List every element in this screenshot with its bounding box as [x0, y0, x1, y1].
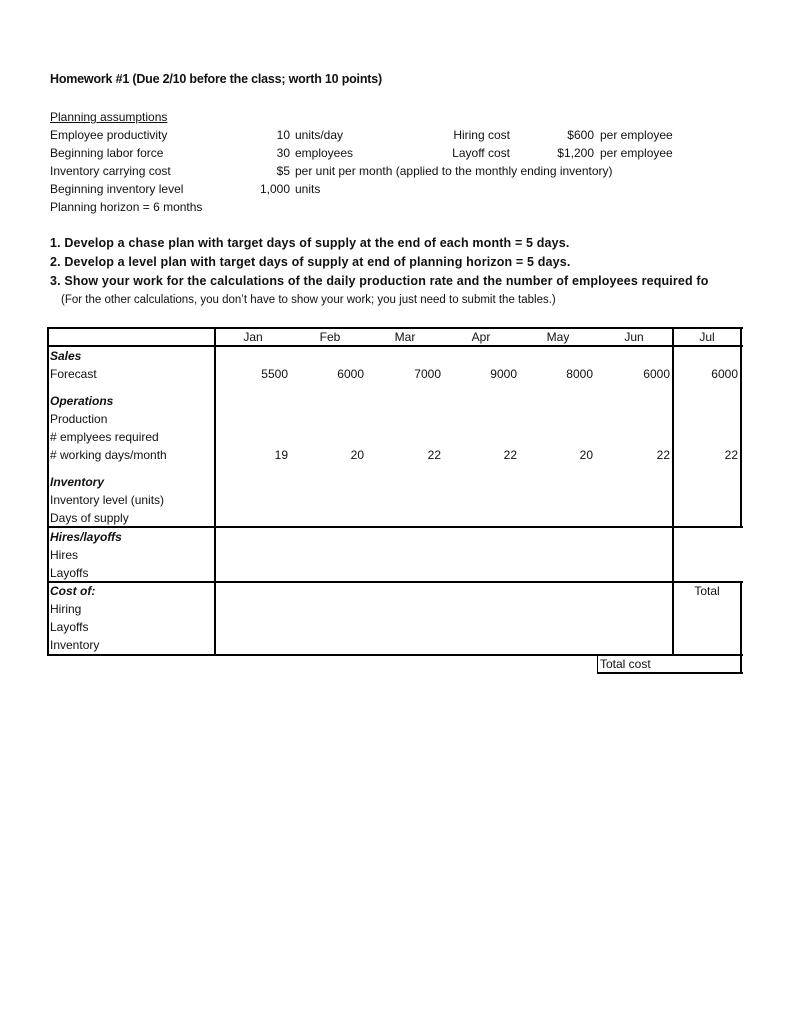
row-label-inventory-cost: Inventory — [50, 638, 100, 652]
forecast-feb: 6000 — [337, 367, 364, 381]
assumption-unit: employees — [295, 146, 354, 160]
cost-border-right — [740, 581, 742, 674]
assumption-value: $5 — [276, 164, 290, 178]
instruction-note: (For the other calculations, you don’t have to show your work; you just need to submit the tables.) — [61, 294, 556, 306]
total-column-header: Total — [694, 584, 720, 598]
forecast-jun: 6000 — [643, 367, 670, 381]
section-inventory: Inventory — [50, 475, 105, 489]
row-label-layoff-cost: Layoffs — [50, 620, 89, 634]
row-label-hiring-cost: Hiring — [50, 602, 82, 616]
layoff-cost-label: Layoff cost — [452, 146, 510, 160]
label-column-divider — [214, 327, 216, 656]
layoff-cost-value: $1,200 — [557, 146, 594, 160]
working-days-jul: 22 — [724, 448, 738, 462]
hiring-cost-label: Hiring cost — [453, 128, 510, 142]
total-cost-label: Total cost — [600, 657, 651, 671]
table-border-right — [740, 327, 742, 528]
total-cost-border-left — [597, 654, 598, 674]
section-operations: Operations — [50, 394, 114, 408]
month-header-may: May — [546, 330, 570, 344]
forecast-apr: 9000 — [490, 367, 517, 381]
hiring-cost-unit: per employee — [600, 128, 673, 142]
assumptions-heading: Planning assumptions — [50, 110, 168, 124]
month-header-apr: Apr — [471, 330, 491, 344]
jul-column-divider — [672, 327, 674, 656]
hires-divider — [47, 581, 743, 583]
row-label-employees-required: # emplyees required — [50, 430, 159, 444]
row-label-working-days: # working days/month — [50, 448, 167, 462]
assumption-unit: per unit per month (applied to the monthly ending inventory) — [295, 164, 613, 178]
assumption-label: Planning horizon = 6 months — [50, 200, 203, 214]
instruction-1: 1. Develop a chase plan with target days of supply at the end of each month = 5 days. — [50, 236, 570, 250]
row-label-forecast: Forecast — [50, 367, 97, 381]
assumption-label: Beginning inventory level — [50, 182, 184, 196]
assumption-label: Employee productivity — [50, 128, 168, 142]
month-header-jul: Jul — [699, 330, 715, 344]
section-hires-layoffs: Hires/layoffs — [50, 530, 122, 544]
assumption-label: Inventory carrying cost — [50, 164, 171, 178]
working-days-jan: 19 — [274, 448, 288, 462]
assumption-label: Beginning labor force — [50, 146, 164, 160]
month-header-jan: Jan — [243, 330, 263, 344]
forecast-jul: 6000 — [711, 367, 738, 381]
inventory-divider — [47, 526, 743, 528]
working-days-feb: 20 — [350, 448, 364, 462]
hiring-cost-value: $600 — [567, 128, 594, 142]
working-days-may: 20 — [579, 448, 593, 462]
forecast-mar: 7000 — [414, 367, 441, 381]
section-sales: Sales — [50, 349, 82, 363]
table-border-left — [47, 327, 49, 656]
homework-title: Homework #1 (Due 2/10 before the class; worth 10 points) — [50, 72, 382, 86]
working-days-jun: 22 — [656, 448, 670, 462]
assumption-value: 1,000 — [259, 182, 290, 196]
layoff-cost-unit: per employee — [600, 146, 673, 160]
month-header-jun: Jun — [624, 330, 644, 344]
forecast-may: 8000 — [566, 367, 593, 381]
assumption-unit: units — [295, 182, 321, 196]
row-label-days-of-supply: Days of supply — [50, 511, 129, 525]
row-label-layoffs: Layoffs — [50, 566, 89, 580]
instruction-3: 3. Show your work for the calculations of the daily production rate and the number of employees required fo — [50, 274, 709, 288]
forecast-jan: 5500 — [261, 367, 288, 381]
assumption-value: 30 — [276, 146, 290, 160]
working-days-apr: 22 — [503, 448, 517, 462]
section-cost-of: Cost of: — [50, 584, 96, 598]
month-header-mar: Mar — [394, 330, 416, 344]
row-label-inventory-level: Inventory level (units) — [50, 493, 165, 507]
assumption-unit: units/day — [295, 128, 344, 142]
month-header-feb: Feb — [319, 330, 341, 344]
assumption-value: 10 — [276, 128, 290, 142]
row-label-production: Production — [50, 412, 108, 426]
working-days-mar: 22 — [427, 448, 441, 462]
row-label-hires: Hires — [50, 548, 79, 562]
instruction-2: 2. Develop a level plan with target days of supply at end of planning horizon = 5 days. — [50, 255, 571, 269]
